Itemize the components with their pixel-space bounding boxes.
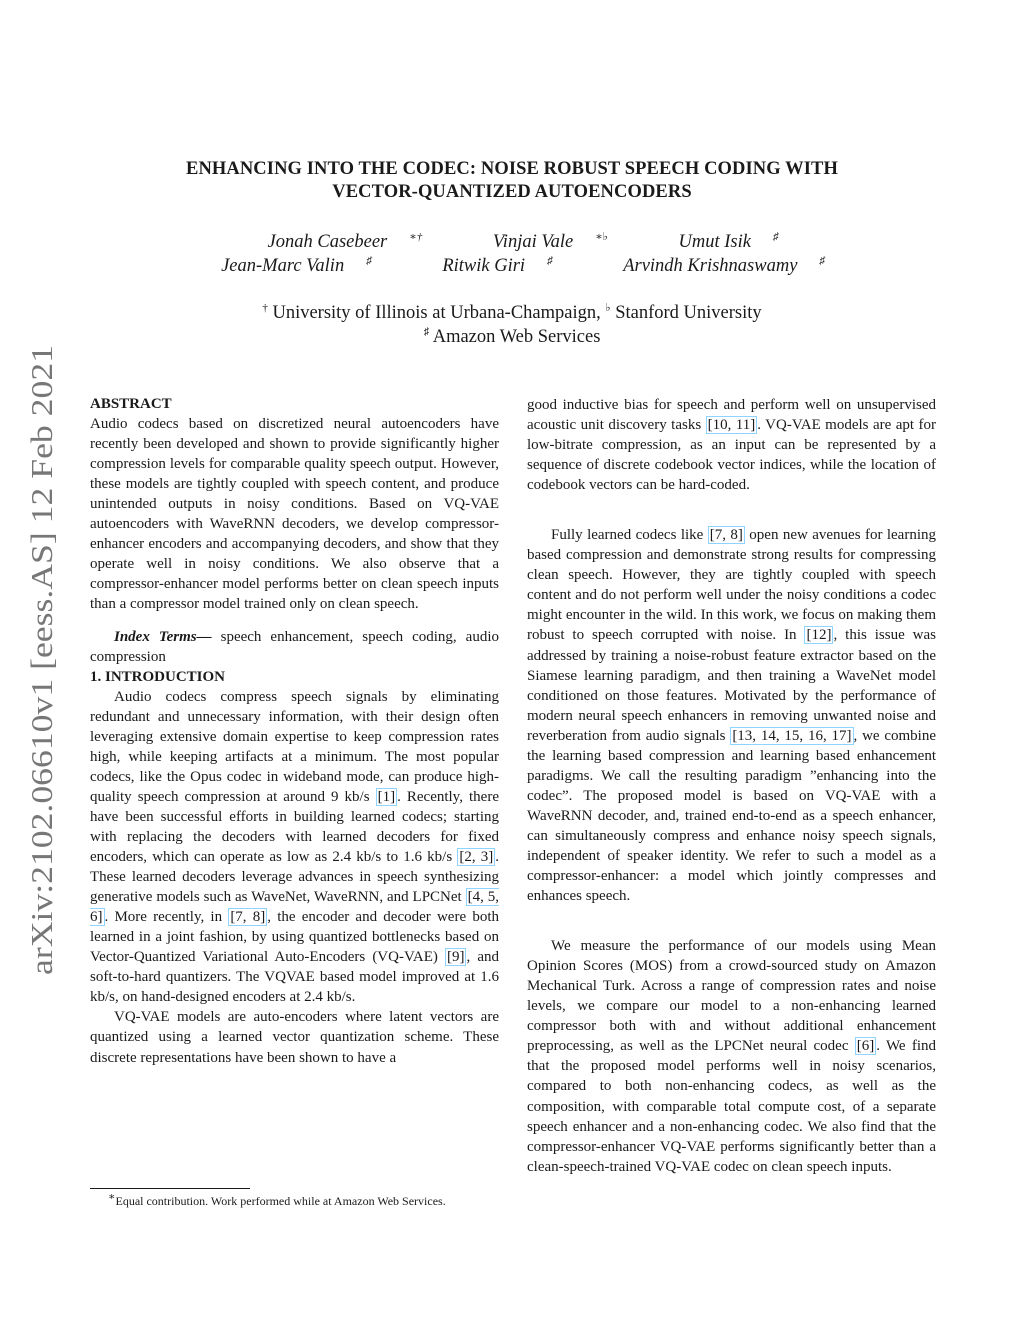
author-row-2 xyxy=(120,254,904,278)
title-line-1: ENHANCING INTO THE CODEC: NOISE ROBUST SPEECH CODING WITH xyxy=(186,159,838,179)
author-mark: ♯ xyxy=(819,254,825,267)
citation-link[interactable]: [1] xyxy=(377,788,396,805)
citation-link[interactable]: [6] xyxy=(856,1038,875,1055)
citation-link[interactable]: [9] xyxy=(446,949,465,966)
citation-link[interactable]: [10, 11] xyxy=(707,417,756,434)
section-heading-introduction: 1. INTRODUCTION xyxy=(90,668,226,685)
right-column xyxy=(527,395,936,1177)
abstract-body: Audio codecs based on discretized neural autoencoders have recently been developed and shown to provide significantly higher compression levels for comparable quality speech output. However, these models are tightly coupled with speech content, and produce unintended outputs in noisy conditions. Based on VQ-VAE autoencoders with WaveRNN decoders, we develop compressor-enhancer encoders and accompanying decoders, and show that they operate well in noisy conditions. We also observe that a compressor-enhancer model performs better on clean speech inputs than a compressor model trained only on clean speech. xyxy=(90,416,499,613)
intro-paragraph-2: VQ-VAE models are auto-encoders where latent vectors are quantized using a learned vector quantization scheme. These discrete representations have been shown to have a xyxy=(90,1009,499,1066)
author: Vinjai Vale ∗♭ xyxy=(492,230,608,252)
citation-link[interactable]: [4, 5, 6] xyxy=(90,889,500,926)
author-mark: ♯ xyxy=(772,230,779,243)
citation-link[interactable]: [13, 14, 15, 16, 17] xyxy=(732,727,852,744)
title-line-2: VECTOR-QUANTIZED AUTOENCODERS xyxy=(332,182,692,202)
arxiv-identifier: arXiv:2102.06610v1 [eess.AS] 12 Feb 2021 xyxy=(24,427,59,975)
footnote-rule xyxy=(90,1188,250,1189)
citation-link[interactable]: [2, 3] xyxy=(459,849,494,866)
author: Arvindh Krishnaswamy ♯ xyxy=(623,254,825,276)
author: Jonah Casebeer ∗† xyxy=(267,230,423,252)
footnote-mark: ∗ xyxy=(108,1191,116,1203)
intro-paragraph-1: Audio codecs compress speech signals by eliminating redundant and unnecessary information, with their design often leveraging extensive domain expertise to keep compression rates high, while keeping artifacts at a minimum. The most popular codecs, like the Opus codec in wideband mode, can produce high-quality speech compression at around 9 kb/s [1] . Recently, there have been successful efforts in building learned codecs; starting with replacing the decoders with learned decoders for fixed encoders, which can operate as low as 2.4 kb/s to 1.6 kb/s [2, 3] . These learned decoders leverage advances in speech synthesizing generative models such as WaveNet, WaveRNN, and LPCNet [4, 5, 6] . More recently, in [7, 8] , the encoder and decoder were both learned in a joint fashion, by using quantized bottlenecks based on Vector-Quantized Variational Auto-Encoders (VQ-VAE) [9] , and soft-to-hard quantizers. The VQVAE based model improved at 1.6 kb/s, on hand-designed encoders at 2.4 kb/s. xyxy=(90,688,500,1006)
citation-link[interactable]: [7, 8] xyxy=(230,909,266,926)
intro-paragraph-4: We measure the performance of our models using Mean Opinion Scores (MOS) from a crowd-sourced study on Amazon Mechanical Turk. Across a range of compression rates and noise levels, we compare our model to a non-enhancing learned compressor both with and without additional enhancement preprocessing, as well as the LPCNet neural codec [6] . We find that the proposed model performs well in noisy scenarios, compared to both non-enhancing codecs, as well as the composition, with comparable total compute cost, of a separate speech enhancer and a non-enhancing codec. We also find that the compressor-enhancer VQ-VAE performs significantly better than a clean-speech-trained VQ-VAE codec on clean speech inputs. xyxy=(527,938,936,1175)
affiliation-line-2: ♯ Amazon Web Services xyxy=(423,325,601,347)
citation-link[interactable]: [12] xyxy=(806,627,832,644)
index-terms: Index Terms— speech enhancement, speech coding, audio compression xyxy=(90,628,499,665)
author-mark: ♯ xyxy=(547,254,553,267)
abstract-heading: ABSTRACT xyxy=(90,396,172,412)
author-mark: ∗♭ xyxy=(595,230,608,243)
intro-paragraph-2-continued: good inductive bias for speech and perform well on unsupervised acoustic unit discovery tasks [10, 11] . VQ-VAE models are apt for low-bitrate compression, as an input can be represented by a sequence of discrete codebook vector indices, while the location of codebook vectors can be hard-coded. xyxy=(527,397,936,494)
author-row-1 xyxy=(120,230,904,254)
author-list xyxy=(120,230,904,278)
arxiv-stamp xyxy=(0,0,80,1325)
affiliation-line-1: † University of Illinois at Urbana-Champaign, ♭ Stanford University xyxy=(262,301,762,323)
author-mark: ∗† xyxy=(409,230,423,243)
paper-title xyxy=(120,158,904,204)
author-mark: ♯ xyxy=(366,254,372,267)
affiliations xyxy=(120,301,904,349)
citation-link[interactable]: [7, 8] xyxy=(709,527,743,544)
author: Ritwik Giri ♯ xyxy=(442,254,553,276)
left-column xyxy=(90,394,499,1068)
intro-paragraph-3: Fully learned codecs like [7, 8] open new avenues for learning based compression and demonstrate strong results for compressing clean speech. However, they are tightly coupled with speech content and do not perform well under the noisy conditions a codec might encounter in the wild. In this work, we focus on making them robust to speech corrupted with noise. In [12] , this issue was addressed by training a noise-robust feature extractor based on the Siamese learning paradigm, and then training a WaveNet model conditioned on those features. Motivated by the performance of modern neural speech enhancers in removing unwanted noise and reverberation from audio signals [13, 14, 15, 16, 17] , we combine the learning based compression and learning based enhancement paradigms. We call the resulting paradigm ”enhancing into the codec”. The proposed model is based on VQ-VAE with a WaveRNN decoder, and, trained end-to-end as a speech enhancer, can simultaneously compress and enhance noisy speech signals, independent of speaker identity. We refer to such a model as a compressor-enhancer: a model which jointly compresses and enhances speech. xyxy=(527,527,937,905)
index-terms-label: Index Terms— xyxy=(114,628,212,645)
author: Umut Isik ♯ xyxy=(678,230,779,252)
author: Jean-Marc Valin ♯ xyxy=(221,254,372,276)
footnote: ∗Equal contribution. Work performed while at Amazon Web Services. xyxy=(108,1191,446,1208)
